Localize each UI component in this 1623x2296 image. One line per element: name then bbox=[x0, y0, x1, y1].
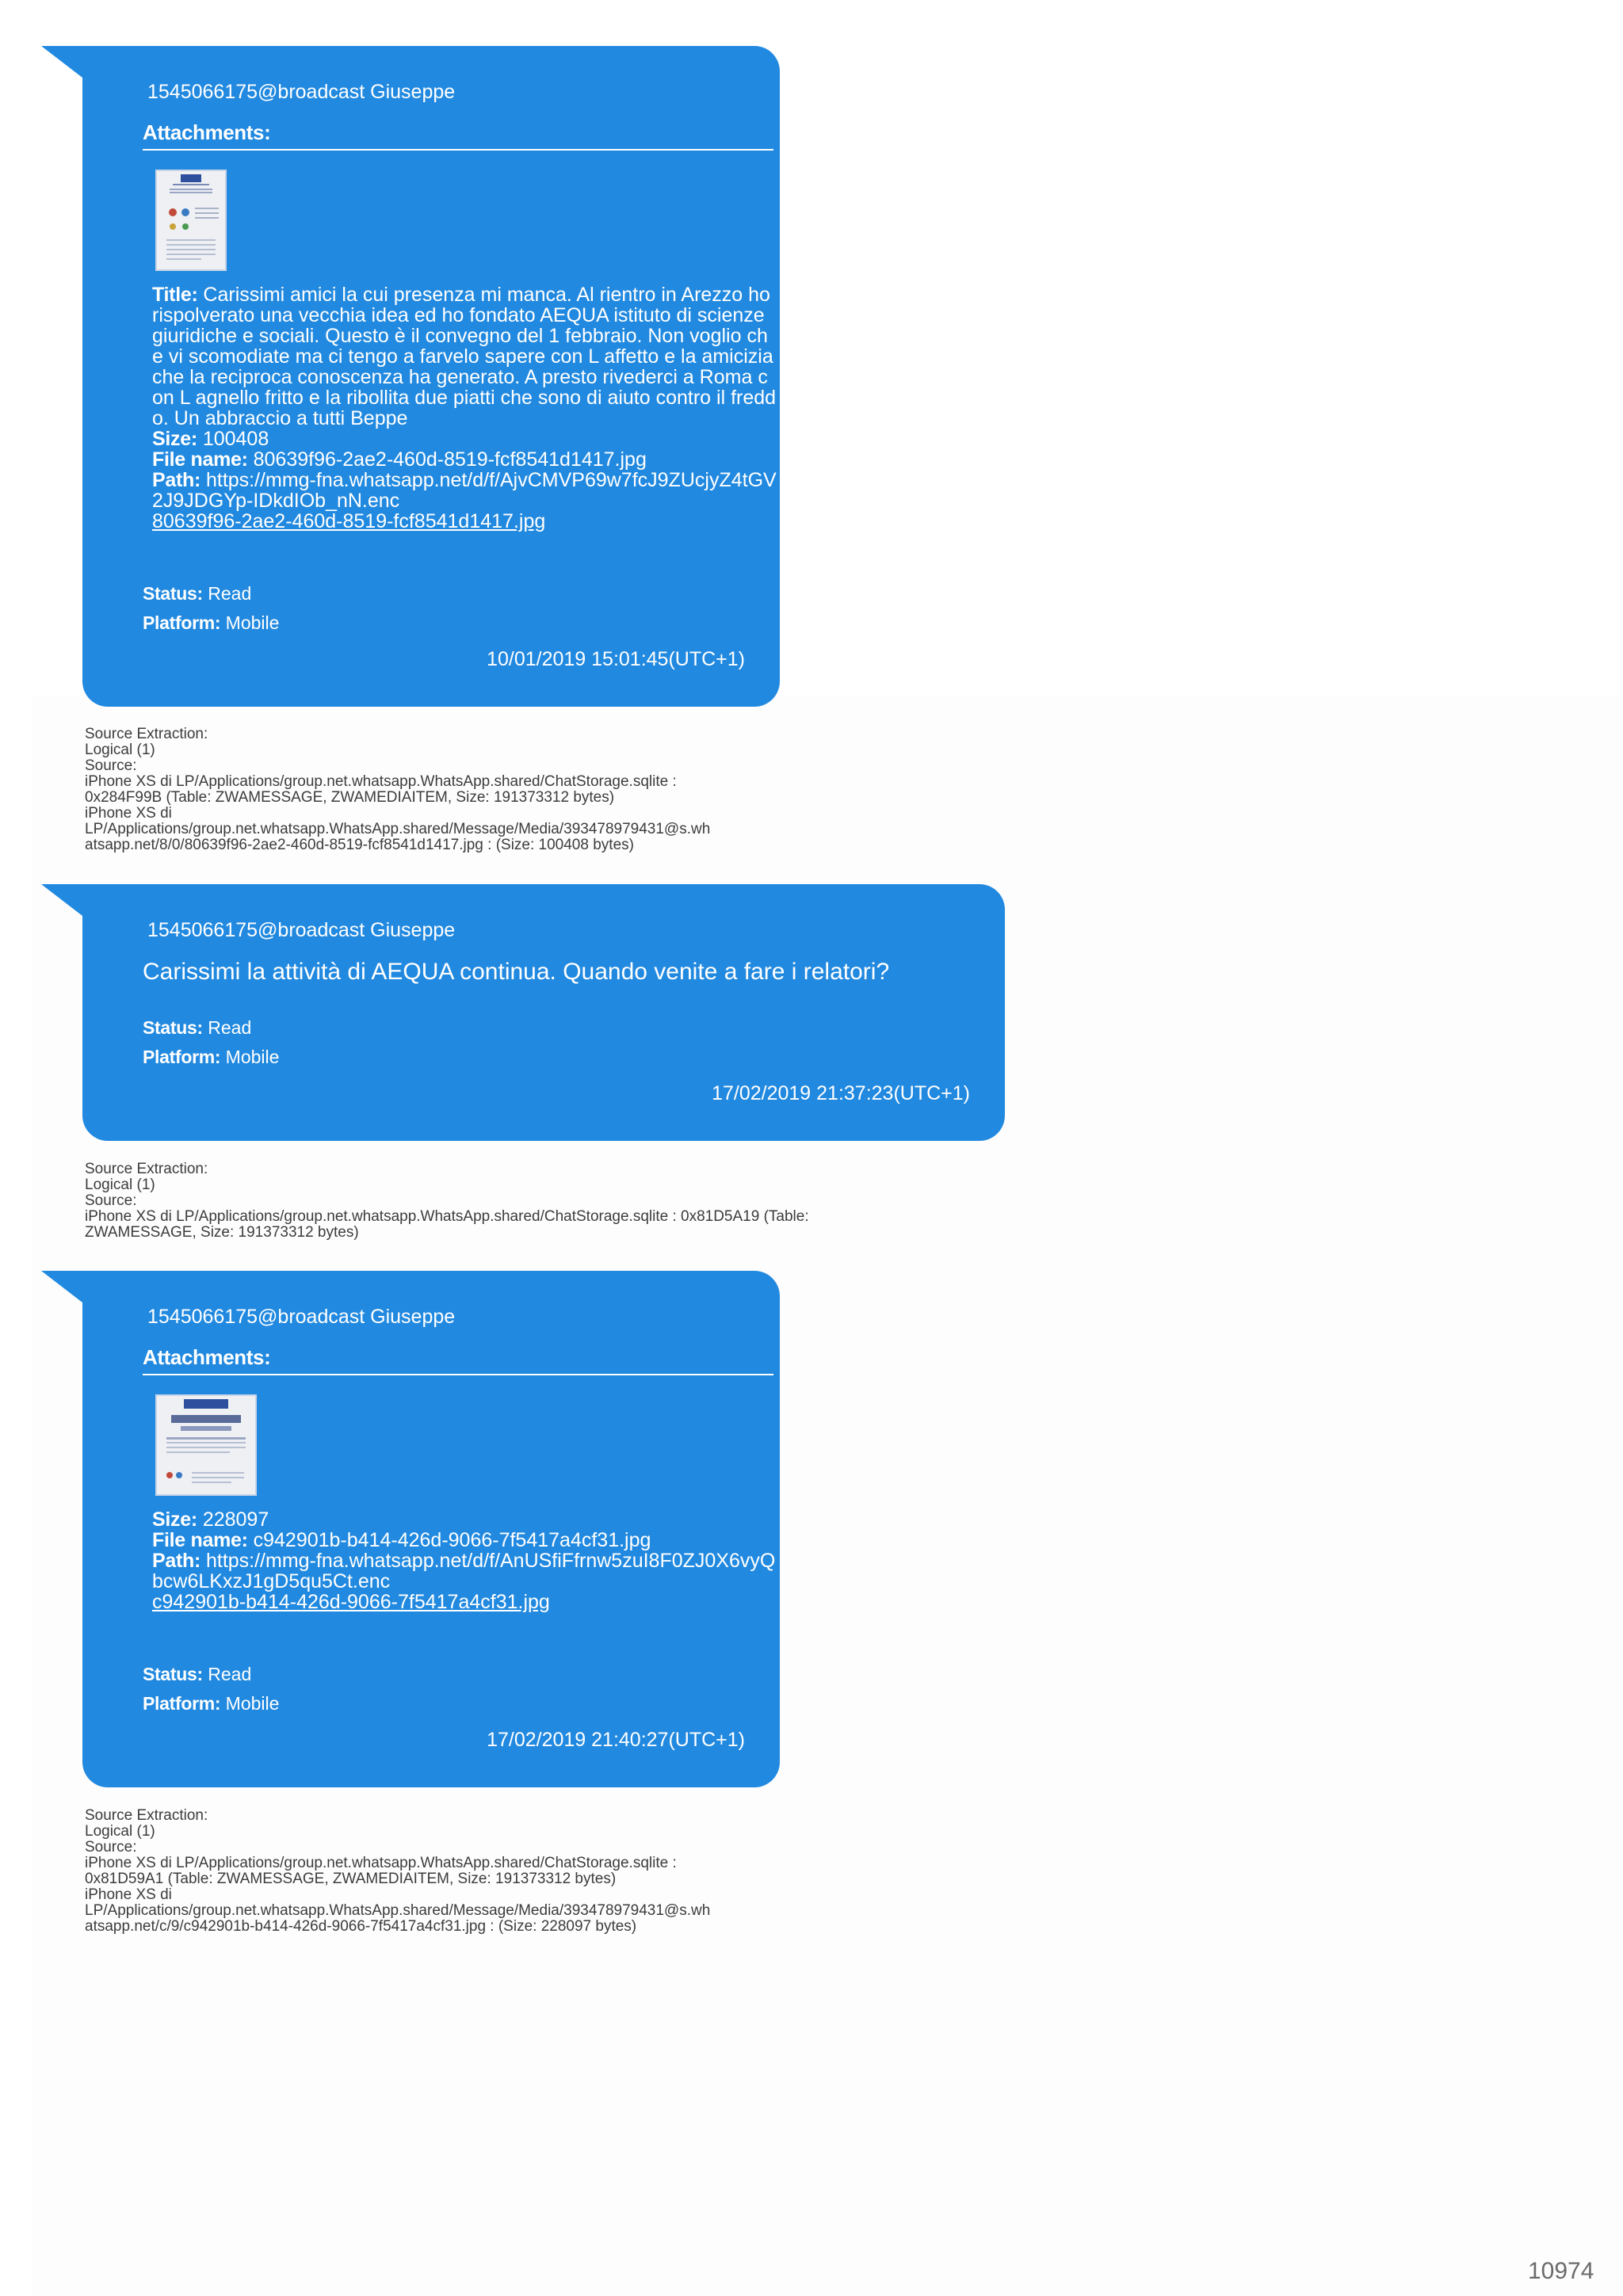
attachments-divider bbox=[143, 1374, 773, 1375]
source-line: iPhone XS di LP/Applications/group.net.whatsapp.WhatsApp.shared/ChatStorage.sqlite : bbox=[85, 773, 677, 790]
source-label: Source: bbox=[85, 1192, 137, 1209]
attachment-size: 228097 bbox=[202, 1508, 269, 1531]
source-info bbox=[85, 1161, 809, 1241]
message-bubble bbox=[41, 884, 1005, 1141]
attachments-divider bbox=[143, 149, 773, 151]
attachment-size: 100408 bbox=[202, 428, 269, 450]
status-row bbox=[143, 583, 251, 605]
source-line: atsapp.net/8/0/80639f96-2ae2-460d-8519-fcf8541d1417.jpg : (Size: 100408 bytes) bbox=[85, 837, 634, 853]
source-line: 0x81D59A1 (Table: ZWAMESSAGE, ZWAMEDIAITEM, Size: 191373312 bytes) bbox=[85, 1871, 617, 1887]
attachment-filename: c942901b-b414-426d-9066-7f5417a4cf31.jpg bbox=[253, 1529, 651, 1551]
message-sender: 1545066175@broadcast Giuseppe bbox=[147, 919, 456, 941]
source-extraction-value: Logical (1) bbox=[85, 742, 155, 758]
path-label: Path: bbox=[152, 1550, 201, 1572]
message-sender: 1545066175@broadcast Giuseppe bbox=[147, 1306, 456, 1328]
source-extraction-label: Source Extraction: bbox=[85, 726, 208, 742]
source-extraction-label: Source Extraction: bbox=[85, 1161, 208, 1177]
message-timestamp: 10/01/2019 15:01:45(UTC+1) bbox=[487, 648, 745, 670]
platform-label: Platform: bbox=[143, 1693, 221, 1714]
bubble-tail bbox=[41, 46, 82, 78]
status-label: Status: bbox=[143, 583, 203, 604]
message-bubble bbox=[41, 46, 780, 707]
platform-value: Mobile bbox=[225, 612, 280, 633]
attachment-path: https://mmg-fna.whatsapp.net/d/f/AjvCMVP69w7fcJ9ZUcjyZ4tGV2J9JDGYp-IDkdIOb_nN.enc bbox=[152, 469, 777, 512]
status-value: Read bbox=[208, 1017, 252, 1038]
platform-row bbox=[143, 1693, 279, 1714]
source-line: LP/Applications/group.net.whatsapp.WhatsApp.shared/Message/Media/393478979431@s.wh bbox=[85, 821, 711, 837]
attachment-title: Carissimi amici la cui presenza mi manca. Al rientro in Arezzo ho rispolverato una vecchia idea ed ho fondato AEQUA istituto di scienze giuridiche e sociali. Questo è il convegno del 1 febbraio. Non voglio che vi scomodiate ma ci tengo a farvelo sapere con L affetto e la amicizia che la reciproca conoscenza ha generato. A presto rivederci a Roma con L agnello fritto e la ribollita due piatti che sono di aiuto contro il freddo. Un abbraccio a tutti Beppe bbox=[152, 284, 777, 429]
source-info bbox=[85, 1808, 710, 1935]
attachments-label: Attachments: bbox=[143, 1345, 271, 1369]
attachment-link[interactable]: c942901b-b414-426d-9066-7f5417a4cf31.jpg bbox=[152, 1591, 550, 1613]
bubble-tail bbox=[41, 1271, 82, 1302]
platform-row bbox=[143, 612, 279, 634]
message-text: Carissimi la attività di AEQUA continua. Quando venite a fare i relatori? bbox=[143, 959, 890, 985]
source-line: ZWAMESSAGE, Size: 191373312 bytes) bbox=[85, 1224, 359, 1241]
filename-label: File name: bbox=[152, 1529, 248, 1551]
attachments-label: Attachments: bbox=[143, 120, 271, 144]
status-row bbox=[143, 1664, 251, 1685]
source-line: atsapp.net/c/9/c942901b-b414-426d-9066-7f5417a4cf31.jpg : (Size: 228097 bytes) bbox=[85, 1918, 637, 1935]
source-extraction-value: Logical (1) bbox=[85, 1823, 155, 1840]
message-timestamp: 17/02/2019 21:40:27(UTC+1) bbox=[487, 1729, 745, 1751]
attachment-path: https://mmg-fna.whatsapp.net/d/f/AnUSfiFfrnw5zuI8F0ZJ0X6vyQbcw6LKxzJ1gD5qu5Ct.enc bbox=[152, 1550, 776, 1592]
source-line: LP/Applications/group.net.whatsapp.WhatsApp.shared/Message/Media/393478979431@s.wh bbox=[85, 1902, 711, 1919]
title-label: Title: bbox=[152, 284, 198, 306]
source-info bbox=[85, 727, 710, 853]
path-label: Path: bbox=[152, 469, 201, 491]
status-label: Status: bbox=[143, 1017, 203, 1038]
source-line: iPhone XS di LP/Applications/group.net.whatsapp.WhatsApp.shared/ChatStorage.sqlite : 0x81D5A19 (Table: bbox=[85, 1208, 809, 1225]
size-label: Size: bbox=[152, 1508, 197, 1531]
platform-row bbox=[143, 1047, 279, 1068]
source-line: iPhone XS di bbox=[85, 805, 172, 822]
page-number: 10974 bbox=[1528, 2258, 1594, 2284]
attachment-metadata bbox=[152, 1509, 778, 1612]
image-thumbnail-icon[interactable] bbox=[155, 170, 227, 271]
status-value: Read bbox=[208, 583, 252, 604]
source-line: iPhone XS di LP/Applications/group.net.whatsapp.WhatsApp.shared/ChatStorage.sqlite : bbox=[85, 1855, 677, 1871]
status-value: Read bbox=[208, 1664, 252, 1684]
source-extraction-label: Source Extraction: bbox=[85, 1807, 208, 1824]
bubble-tail bbox=[41, 884, 82, 916]
status-label: Status: bbox=[143, 1664, 203, 1684]
filename-label: File name: bbox=[152, 448, 248, 471]
platform-value: Mobile bbox=[225, 1693, 280, 1714]
attachment-filename: 80639f96-2ae2-460d-8519-fcf8541d1417.jpg bbox=[253, 448, 647, 471]
platform-value: Mobile bbox=[225, 1047, 280, 1067]
message-timestamp: 17/02/2019 21:37:23(UTC+1) bbox=[712, 1082, 970, 1104]
size-label: Size: bbox=[152, 428, 197, 450]
source-line: iPhone XS di bbox=[85, 1886, 172, 1903]
message-bubble bbox=[41, 1271, 780, 1787]
source-line: 0x284F99B (Table: ZWAMESSAGE, ZWAMEDIAITEM, Size: 191373312 bytes) bbox=[85, 789, 615, 806]
message-sender: 1545066175@broadcast Giuseppe bbox=[147, 81, 456, 103]
attachment-metadata bbox=[152, 284, 778, 532]
image-thumbnail-icon[interactable] bbox=[155, 1394, 257, 1496]
attachment-link[interactable]: 80639f96-2ae2-460d-8519-fcf8541d1417.jpg bbox=[152, 510, 546, 532]
source-label: Source: bbox=[85, 757, 137, 774]
status-row bbox=[143, 1017, 251, 1039]
platform-label: Platform: bbox=[143, 1047, 221, 1067]
source-extraction-value: Logical (1) bbox=[85, 1177, 155, 1193]
source-label: Source: bbox=[85, 1839, 137, 1855]
platform-label: Platform: bbox=[143, 612, 221, 633]
